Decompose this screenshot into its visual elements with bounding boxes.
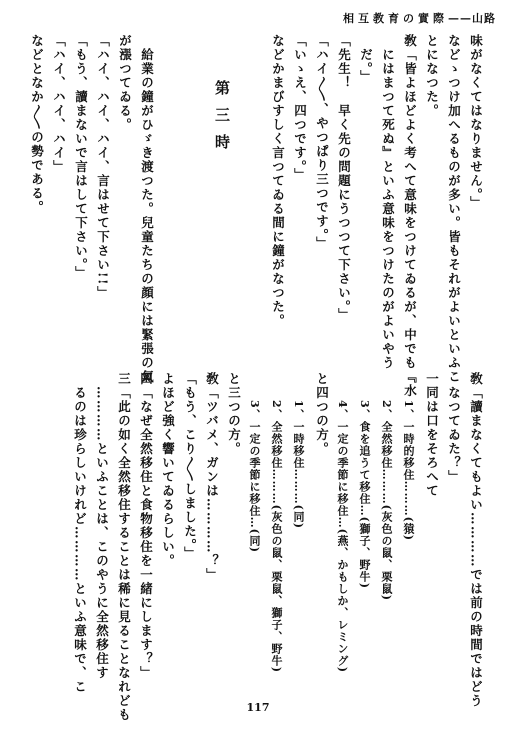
lower-line-1: 敎「讀まなくてもよい…………では前の時間ではどう bbox=[468, 372, 484, 708]
lower-line-14: 「もう、こり〳〵しました。」 bbox=[182, 372, 198, 561]
upper-line-6: だ。」 bbox=[358, 48, 374, 84]
lower-line-17: 三「此の如く全然移住することは稀に見ることなれども bbox=[116, 372, 132, 722]
upper-line-14: 「もう、讀まないで言はして下さい。」 bbox=[73, 34, 89, 280]
lower-line-18: …………といふことは、このやうに全然移住す bbox=[94, 386, 110, 680]
lower-line-11: 3、一定の季節に移住…(同) bbox=[248, 400, 261, 554]
lower-line-8: と四つの方。 bbox=[314, 372, 330, 456]
lower-line-6: 3、食を追うて移住…(獅子、野牛) bbox=[358, 400, 371, 590]
lower-line-5: 2、全然移住………(灰色の鼠、栗鼠) bbox=[380, 400, 393, 602]
upper-line-15: 「ハイ、ハイ、ハイ」 bbox=[51, 34, 67, 174]
upper-line-7: 「先生！ 早く先の問題にうつつて下さい。」 bbox=[336, 34, 352, 322]
lower-line-12: と三つの方。 bbox=[226, 372, 242, 456]
upper-line-5: にはまつて死ぬ』といふ意味をつけたのがよいやう bbox=[380, 48, 396, 370]
lower-line-16: 四「なぜ全然移住と食物移住を一緒にします？」 bbox=[138, 372, 154, 680]
lower-line-10: 2、全然移住………(灰色の鼠、栗鼠、獅子、野牛) bbox=[270, 400, 283, 674]
section-heading: 第三時 bbox=[213, 80, 231, 161]
upper-line-16: などとなか〳〵の勢である。 bbox=[29, 34, 45, 215]
lower-line-9: 1、一時移住………(同) bbox=[292, 400, 305, 530]
upper-line-9: 「いゝえ、四つです。」 bbox=[292, 34, 308, 182]
upper-line-10: などかまびすしく言つてゐる間に鐘がなつた。 bbox=[270, 34, 286, 328]
running-header bbox=[316, 10, 496, 26]
upper-line-4: 敎「皆よほどよく考へて意味をつけてゐるが、中でも『水 bbox=[402, 34, 418, 398]
lower-line-2: なつてゐた？」 bbox=[446, 386, 462, 484]
page-number: 117 bbox=[246, 701, 270, 714]
header-author: 山路 bbox=[472, 12, 496, 25]
lower-line-19: るのは珍らしいけれど…………といふ意味で、こ bbox=[72, 386, 88, 694]
upper-line-1: 味がなくてはなりません。」 bbox=[468, 34, 484, 210]
lower-line-13: 敎「ツバメ、ガンは…………？」 bbox=[204, 372, 220, 582]
header-title: 相互教育の實際 bbox=[343, 12, 448, 25]
upper-line-3: とになつた。 bbox=[424, 34, 440, 118]
upper-line-11: 給業の鐘がひゞき渡つた。兒童たちの顔には緊張の氣 bbox=[139, 48, 155, 384]
upper-line-13: 「ハイ、ハイ、ハイ、言はせて下さい!!」 bbox=[95, 34, 111, 300]
header-dash: —— bbox=[448, 12, 472, 25]
lower-line-15: よほど強く響いてゐるらしい。 bbox=[160, 372, 176, 568]
upper-line-12: が漲つてゐる。 bbox=[117, 34, 133, 132]
upper-line-8: 「ハイ〳〵、やつぱり三つです。」 bbox=[314, 34, 330, 251]
upper-line-2: などゝつけ加へるものが多い。皆もそれがよいといふこ bbox=[446, 34, 462, 384]
lower-line-7: 4、一定の季節に移住…(燕、かもしか、レミング) bbox=[336, 400, 349, 674]
lower-line-4: 1、一時的移住………(猿) bbox=[402, 400, 415, 542]
lower-line-3: 一同は口をそろへて bbox=[424, 372, 440, 498]
